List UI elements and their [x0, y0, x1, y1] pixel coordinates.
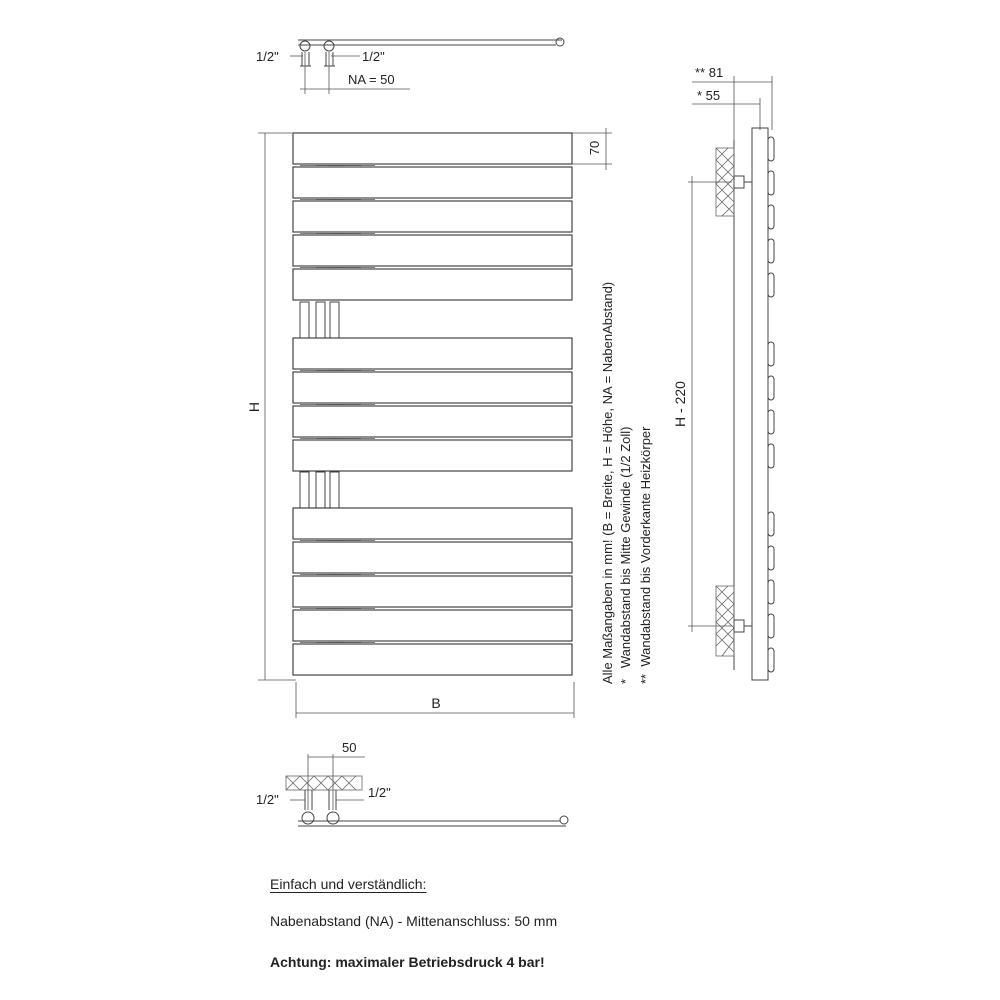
bottom-valve-right	[327, 812, 339, 824]
notes-title: Einfach und verständlich:	[270, 876, 427, 892]
radiator-panel	[293, 235, 572, 266]
height-label: H	[246, 401, 262, 413]
side-fin	[768, 546, 774, 570]
width-label: B	[431, 695, 441, 711]
bottom-distance-label: 50	[342, 740, 357, 755]
bottom-valve-left	[302, 812, 314, 824]
wall-anchor-bottom	[716, 586, 752, 656]
bottom-view	[256, 740, 568, 826]
top-view	[256, 38, 564, 94]
bottom-thread-left-label: 1/2"	[256, 792, 279, 807]
side-fin	[768, 512, 774, 536]
panel-height-label: 70	[587, 140, 602, 156]
legend-line-3: ** Wandabstand bis Vorderkante Heizkörper	[638, 426, 653, 684]
radiator-panel	[293, 576, 572, 607]
legend-line-1: Alle Maßangaben in mm! (B = Breite, H = Höhe, NA = NabenAbstand)	[600, 281, 615, 684]
height-dimension	[246, 133, 296, 680]
top-na-label: NA = 50	[348, 72, 395, 87]
side-fins	[768, 137, 774, 672]
side-fin	[768, 171, 774, 195]
top-thread-left-label: 1/2"	[256, 49, 279, 64]
radiator-panel	[293, 338, 572, 369]
side-dim-55: * 55	[697, 88, 721, 103]
side-fin	[768, 137, 774, 161]
radiator-panel	[293, 610, 572, 641]
radiator-panel	[293, 508, 572, 539]
top-thread-right-label: 1/2"	[362, 49, 385, 64]
front-view	[246, 128, 612, 718]
top-valve-right	[324, 41, 334, 51]
radiator-panel	[293, 201, 572, 232]
radiator-panel	[293, 406, 572, 437]
radiator-panel	[293, 440, 572, 471]
radiator-panel	[293, 542, 572, 573]
side-fin	[768, 205, 774, 229]
side-fin	[768, 614, 774, 638]
panel-height-dimension	[572, 128, 612, 170]
side-fin	[768, 273, 774, 297]
radiator-panel	[293, 644, 572, 675]
side-fin	[768, 376, 774, 400]
radiator-panel	[293, 269, 572, 300]
legend-line-2: * Wandabstand bis Mitte Gewinde (1/2 Zoll)	[618, 426, 633, 684]
connection-tubes	[300, 302, 339, 508]
bottom-thread-right-label: 1/2"	[368, 785, 391, 800]
radiator-side-body	[752, 128, 768, 680]
mount-distance-label: H - 220	[672, 381, 688, 427]
radiator-panels	[293, 133, 572, 675]
radiator-panel	[293, 372, 572, 403]
radiator-panel	[293, 133, 572, 164]
side-fin	[768, 239, 774, 263]
side-fin	[768, 342, 774, 366]
side-fin	[768, 580, 774, 604]
side-fin	[768, 648, 774, 672]
notes-warning: Achtung: maximaler Betriebsdruck 4 bar!	[270, 954, 545, 970]
side-dim-81: ** 81	[695, 65, 724, 80]
side-view	[672, 65, 774, 680]
width-dimension	[296, 682, 574, 718]
top-valve-left	[300, 41, 310, 51]
radiator-panel	[293, 167, 572, 198]
legend	[600, 282, 653, 684]
side-fin	[768, 444, 774, 468]
notes-na-text: Nabenabstand (NA) - Mittenanschluss: 50 mm	[270, 913, 558, 929]
side-fin	[768, 410, 774, 434]
